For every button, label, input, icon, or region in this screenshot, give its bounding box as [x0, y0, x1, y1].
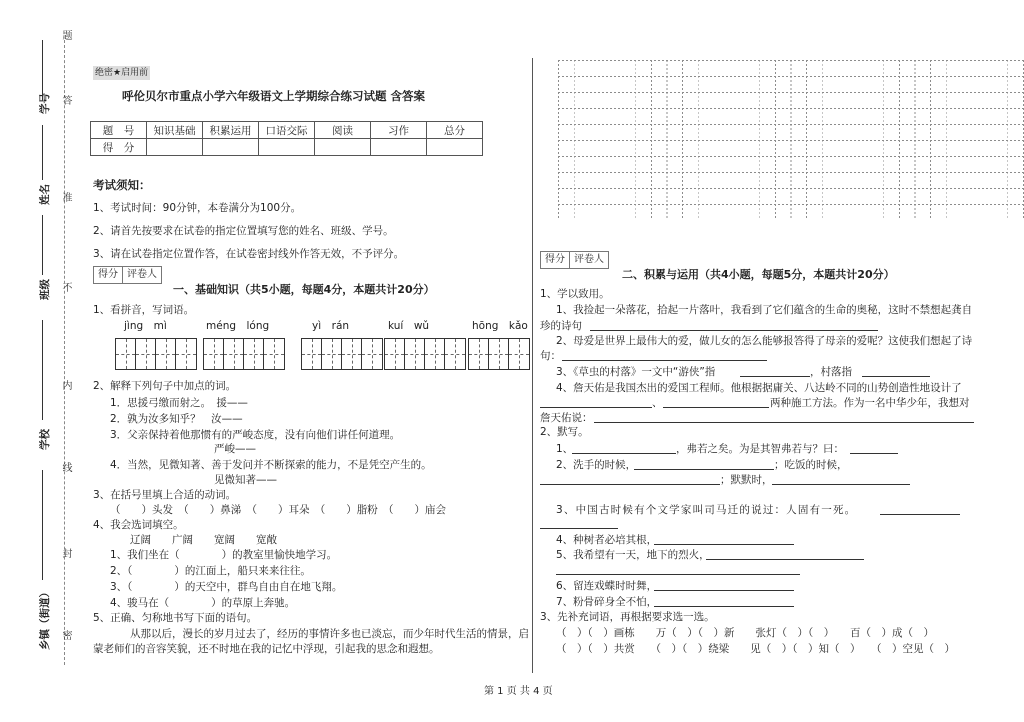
s2-q2-text: ，弗若之矣。为是其智弗若与？曰： [676, 443, 844, 455]
label-xingming: 姓名 [39, 184, 51, 205]
binding-char: 答 [60, 95, 71, 105]
tianzi-box[interactable] [115, 338, 197, 370]
xiangzhen-line [42, 470, 43, 580]
xingming-line [42, 125, 43, 180]
score-input-cell[interactable] [203, 139, 259, 156]
tianzi-box[interactable] [203, 338, 285, 370]
score-cell: 得 分 [91, 139, 147, 156]
s2-q3: 3、先补充词语，再根据要求选一选。 [540, 611, 715, 623]
s1-q5-text: 从那以后，漫长的岁月过去了，经历的事情许多也已淡忘，而少年时代生活的情景，启 [130, 628, 529, 640]
tianzi-box[interactable] [384, 338, 466, 370]
notice-item: 2、请首先按要求在试卷的指定位置填写您的姓名、班级、学号。 [93, 225, 394, 237]
s2-q2-text: 6、留连戏蝶时时舞， [556, 580, 658, 592]
s1-q2-item: 1．思援弓缴而射之。 援—— [110, 397, 248, 409]
pinyin: jìng mì [124, 320, 167, 332]
answer-line[interactable] [540, 407, 652, 408]
binding-char: 准 [60, 192, 71, 202]
grader-box [540, 251, 609, 269]
s1-q2: 2、解释下列句子中加点的词。 [93, 380, 237, 392]
answer-line[interactable] [562, 360, 767, 361]
s2-q2-text: ；吃饭的时候， [774, 459, 848, 471]
binding-char: 密 [60, 630, 71, 640]
s2-q1-text: 、 [652, 397, 663, 409]
answer-line[interactable] [740, 376, 810, 377]
s2-q1-text: 2、母爱是世界上最伟大的爱，做儿女的怎么能够报答得了母亲的爱呢？这使我们想起了诗 [556, 335, 973, 347]
answer-line[interactable] [850, 453, 898, 454]
s2-q1-text: 1、我捡起一朵落花，拾起一片落叶，我看到了它们蕴含的生命的奥秘，这时不禁想起龚自 [556, 304, 973, 316]
s1-q4-item: 3、（ ）的天空中，群鸟自由自在地飞翔。 [110, 581, 343, 593]
s2-q3-row: （ ）（ ）共赏 （ ）（ ）绕梁 见（ ）（ ）知（ ） （ ）空见（ ） [556, 643, 955, 655]
s2-q2-text: 1、 [556, 443, 574, 455]
s2-q1-text: ，村落指 [810, 366, 852, 378]
secret-mark: 绝密★启用前 [95, 68, 149, 78]
section2-title: 二、积累与运用（共4小题，每题5分，本题共计20分） [622, 268, 895, 281]
s2-q1-text: 4、詹天佑是我国杰出的爱国工程师。他根据据庸关、八达岭不同的山势创造性地设计了 [556, 382, 962, 394]
tianzi-box[interactable] [301, 338, 383, 370]
s1-q3: 3、在括号里填上合适的动词。 [93, 489, 237, 501]
answer-line[interactable] [663, 407, 769, 408]
s1-q4-item: 4、骏马在（ ）的草原上奔驰。 [110, 597, 296, 609]
score-input-cell[interactable] [147, 139, 203, 156]
grader-score-label: 得分 [541, 252, 570, 268]
score-cell: 习作 [371, 122, 427, 139]
s1-q4-item: 1、我们坐在（ ）的教室里愉快地学习。 [110, 549, 338, 561]
label-xuehao: 学号 [39, 93, 51, 114]
pinyin: kuí wǔ [388, 320, 430, 332]
s1-q2-item: 见微知著—— [214, 474, 277, 486]
answer-line[interactable] [706, 559, 864, 560]
s2-q2-text: 3、中国古时候有个文学家叫司马迁的说过：人固有一死。 [556, 504, 857, 516]
binding-char: 线 [60, 462, 71, 472]
answer-line[interactable] [654, 606, 794, 607]
answer-line[interactable] [880, 514, 960, 515]
s2-q2-text: 5、我希望有一天，地下的烈火， [556, 549, 710, 561]
s1-q3-line: （ ）头发 （ ）鼻涕 （ ）耳朵 （ ）脂粉 （ ）庙会 [110, 504, 446, 516]
s2-q1-text: 句： [540, 350, 561, 362]
score-table [90, 121, 483, 156]
pinyin: yì rán [312, 320, 350, 332]
s1-q5-text: 蒙老师们的音容笑貌，还不时地在我的记忆中浮现，引起我的思念和遐想。 [93, 643, 440, 655]
s2-q1-text: 詹天佑说： [540, 412, 593, 424]
binding-char: 题 [60, 30, 71, 40]
s2-q2-text: 2、洗手的时候， [556, 459, 637, 471]
s2-q2-text: 7、粉骨碎身全不怕， [556, 596, 658, 608]
s1-q5: 5、正确、匀称地书写下面的语句。 [93, 612, 258, 624]
score-cell: 积累运用 [203, 122, 259, 139]
answer-line[interactable] [556, 574, 800, 575]
s2-q1-text: 3、《草虫的村落》一文中“游侠”指 [556, 366, 716, 378]
binding-char: 封 [60, 548, 71, 558]
score-cell: 题 号 [91, 122, 147, 139]
answer-line[interactable] [654, 544, 794, 545]
tianzi-box[interactable] [468, 338, 530, 370]
answer-line[interactable] [634, 469, 774, 470]
column-divider [532, 58, 533, 673]
grader-person-label: 评卷人 [127, 269, 157, 280]
answer-line[interactable] [540, 528, 618, 529]
section1-title: 一、基础知识（共5小题，每题4分，本题共计20分） [173, 283, 435, 296]
score-cell: 阅读 [315, 122, 371, 139]
s2-q1-text: 珍的诗句 [540, 320, 582, 332]
s2-q1: 1、学以致用。 [540, 288, 610, 300]
writing-grid-dash-mask [558, 60, 1024, 220]
label-xiangzhen: 乡镇（街道） [39, 587, 51, 650]
page-title: 呼伦贝尔市重点小学六年级语文上学期综合练习试题 含答案 [122, 89, 426, 103]
s1-q4-words: 辽阔 广阔 宽阔 宽敞 [130, 534, 277, 546]
binding-char: 不 [60, 282, 71, 292]
answer-line[interactable] [572, 453, 676, 454]
binding-char: 内 [60, 380, 71, 390]
answer-line[interactable] [772, 484, 910, 485]
score-input-cell[interactable] [315, 139, 371, 156]
answer-line[interactable] [862, 376, 930, 377]
score-input-cell[interactable] [427, 139, 483, 156]
score-input-cell[interactable] [371, 139, 427, 156]
banji-line [42, 215, 43, 275]
s1-q2-item: 3．父亲保持着他那惯有的严峻态度，没有向他们讲任何道理。 [110, 429, 401, 441]
pinyin: méng lóng [206, 320, 270, 332]
xuexiao-line [42, 320, 43, 420]
grader-box [93, 266, 162, 284]
binding-dashed-line [64, 40, 65, 665]
score-cell: 口语交际 [259, 122, 315, 139]
answer-line[interactable] [540, 484, 720, 485]
s2-q2: 2、默写。 [540, 426, 589, 438]
score-cell: 知识基础 [147, 122, 203, 139]
grader-score-label: 得分 [94, 267, 123, 283]
pinyin: hōng kǎo [472, 320, 528, 332]
notice-item: 3、请在试卷指定位置作答，在试卷密封线外作答无效，不予评分。 [93, 248, 405, 260]
label-xuexiao: 学校 [39, 429, 51, 450]
score-cell: 总分 [427, 122, 483, 139]
s1-q2-item: 2．孰为汝多知乎？ 汝—— [110, 413, 243, 425]
xuehao-line [42, 40, 43, 100]
s2-q2-text: ；默默时， [720, 474, 773, 486]
page-number: 第 1 页 共 4 页 [484, 686, 553, 697]
score-input-cell[interactable] [259, 139, 315, 156]
s1-q1: 1、看拼音，写词语。 [93, 304, 195, 316]
notice-title: 考试须知： [93, 178, 151, 192]
answer-line[interactable] [590, 330, 878, 331]
label-banji: 班级 [39, 279, 51, 300]
s2-q3-row: （ ）（ ）画栋 万（ ）（ ）新 张灯（ ）（ ） 百（ ）成（ ） [556, 627, 934, 639]
s1-q2-item: 4．当然，见微知著、善于发问并不断探索的能力，不是凭空产生的。 [110, 459, 432, 471]
s1-q4-item: 2、（ ）的江面上，船只来来往往。 [110, 565, 311, 577]
s1-q2-item: 严峻—— [214, 443, 256, 455]
notice-item: 1、考试时间：90分钟，本卷满分为100分。 [93, 202, 302, 214]
grader-person-label: 评卷人 [574, 254, 604, 265]
answer-line[interactable] [654, 590, 794, 591]
s2-q2-text: 4、种树者必培其根， [556, 534, 658, 546]
answer-line[interactable] [594, 422, 974, 423]
s1-q4: 4、我会选词填空。 [93, 519, 184, 531]
s2-q1-text: 两种施工方法。作为一名中华少年，我想对 [770, 397, 970, 409]
